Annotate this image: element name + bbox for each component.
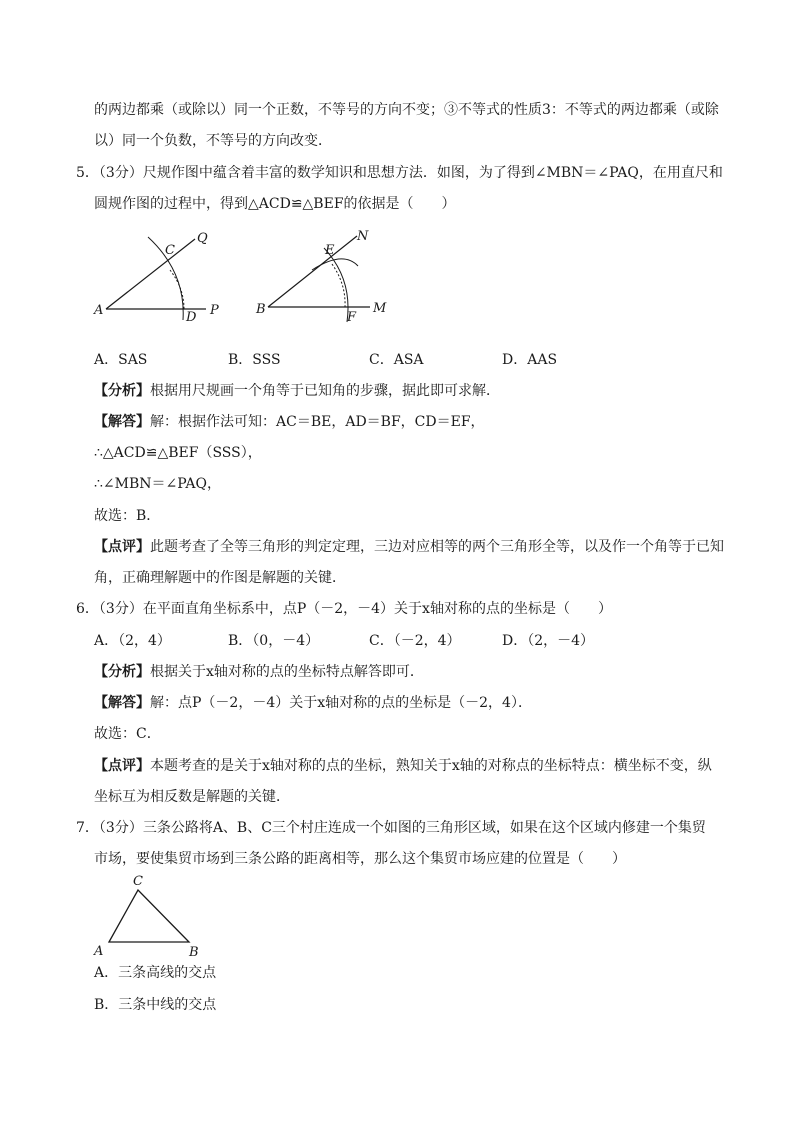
intro-line-1: 的两边都乘（或除以）同一个正数，不等号的方向不变；③不等式的性质3：不等式的两边都乘（或除 bbox=[94, 102, 719, 118]
q6-choice: 故选：C． bbox=[94, 726, 161, 742]
q5-stem-line-2: 圆规作图的过程中，得到△ACD≌△BEF的依据是（ ） bbox=[94, 196, 456, 212]
q6-option-d: D．（2，－4） bbox=[502, 633, 595, 649]
q6-comment-line-2: 坐标互为相反数是解题的关键． bbox=[94, 789, 290, 805]
q5-choice: 故选：B． bbox=[94, 508, 161, 524]
q5-analysis bbox=[94, 381, 500, 401]
q5-solution-line-2: ∴△ACD≌△BEF（SSS）， bbox=[94, 445, 262, 461]
q5-comment-line-2: 角，正确理解题中的作图是解题的关键． bbox=[94, 570, 346, 586]
q5-analysis-tag: 【分析】 bbox=[94, 383, 150, 399]
q6-option-b: B．（0，－4） bbox=[228, 633, 320, 649]
q7-triangle bbox=[109, 890, 189, 942]
q5-label-d: D bbox=[186, 310, 197, 325]
q5-label-a: A bbox=[94, 303, 104, 318]
q5-label-f: F bbox=[347, 310, 357, 325]
q7-option-b: B．三条中线的交点 bbox=[94, 997, 217, 1013]
q5-solution-line-1 bbox=[94, 412, 485, 432]
q5-label-b: B bbox=[256, 302, 266, 317]
q6-analysis-tag: 【分析】 bbox=[94, 664, 150, 680]
q5-stem-line-1: 5．（3分）尺规作图中蕴含着丰富的数学知识和思想方法．如图，为了得到∠MBN＝∠PAQ，在用直尺和 bbox=[76, 165, 723, 181]
q5-label-q: Q bbox=[197, 231, 208, 246]
q5-option-a: A．SAS bbox=[94, 352, 148, 368]
q5-label-e: E bbox=[325, 243, 335, 258]
q7-label-a: A bbox=[94, 944, 104, 959]
q5-dotted-ef bbox=[332, 264, 345, 307]
q5-ray-bn bbox=[268, 236, 357, 307]
q6-solution bbox=[94, 693, 532, 713]
q5-solution-text-1: 解：根据作法可知：AC＝BE，AD＝BF，CD＝EF， bbox=[150, 414, 485, 430]
q5-label-n: N bbox=[357, 229, 369, 244]
q6-solution-tag: 【解答】 bbox=[94, 695, 150, 711]
q5-comment-tag: 【点评】 bbox=[94, 539, 150, 555]
q6-comment-line-1 bbox=[94, 756, 712, 776]
q5-dotted-cd bbox=[170, 270, 184, 309]
q6-solution-text: 解：点P（－2，－4）关于x轴对称的点的坐标是（－2，4）． bbox=[150, 695, 532, 711]
q5-solution-line-3: ∴∠MBN＝∠PAQ， bbox=[94, 476, 221, 492]
q5-label-p: P bbox=[210, 303, 219, 318]
q6-comment-text-1: 本题考查的是关于x轴对称的点的坐标，熟知关于x轴的对称点的坐标特点：横坐标不变，纵 bbox=[150, 758, 712, 774]
q5-solution-tag: 【解答】 bbox=[94, 414, 150, 430]
q5-label-m: M bbox=[373, 301, 387, 316]
q6-option-c: C．（－2，4） bbox=[369, 633, 461, 649]
q7-option-a: A．三条高线的交点 bbox=[94, 965, 217, 981]
intro-line-2: 以）同一个负数，不等号的方向改变． bbox=[94, 133, 332, 149]
q5-option-c: C．ASA bbox=[369, 352, 424, 368]
q5-option-d: D．AAS bbox=[502, 352, 558, 368]
q5-option-b: B．SSS bbox=[228, 352, 281, 368]
q7-stem-line-2: 市场，要使集贸市场到三条公路的距离相等，那么这个集贸市场应建的位置是（ ） bbox=[94, 851, 626, 867]
q6-stem: 6．（3分）在平面直角坐标系中，点P（－2，－4）关于x轴对称的点的坐标是（ ） bbox=[76, 601, 612, 617]
q5-analysis-text: 根据用尺规画一个角等于已知角的步骤，据此即可求解． bbox=[150, 383, 500, 399]
q6-option-a: A．（2，4） bbox=[94, 633, 171, 649]
q7-figure bbox=[88, 870, 218, 962]
q7-stem-line-1: 7．（3分）三条公路将A、B、C三个村庄连成一个如图的三角形区域，如果在这个区域内修建一个集贸 bbox=[76, 820, 706, 836]
q5-ray-aq bbox=[106, 239, 195, 309]
q5-comment-text-1: 此题考查了全等三角形的判定定理，三边对应相等的两个三角形全等，以及作一个角等于已知 bbox=[150, 539, 724, 555]
q7-label-b: B bbox=[189, 945, 199, 960]
q5-figure bbox=[88, 224, 408, 328]
q6-comment-tag: 【点评】 bbox=[94, 758, 150, 774]
q6-analysis bbox=[94, 662, 424, 682]
q5-label-c: C bbox=[165, 243, 175, 258]
q5-comment-line-1 bbox=[94, 537, 724, 557]
q7-label-c: C bbox=[133, 874, 143, 889]
q6-analysis-text: 根据关于x轴对称的点的坐标特点解答即可． bbox=[150, 664, 424, 680]
